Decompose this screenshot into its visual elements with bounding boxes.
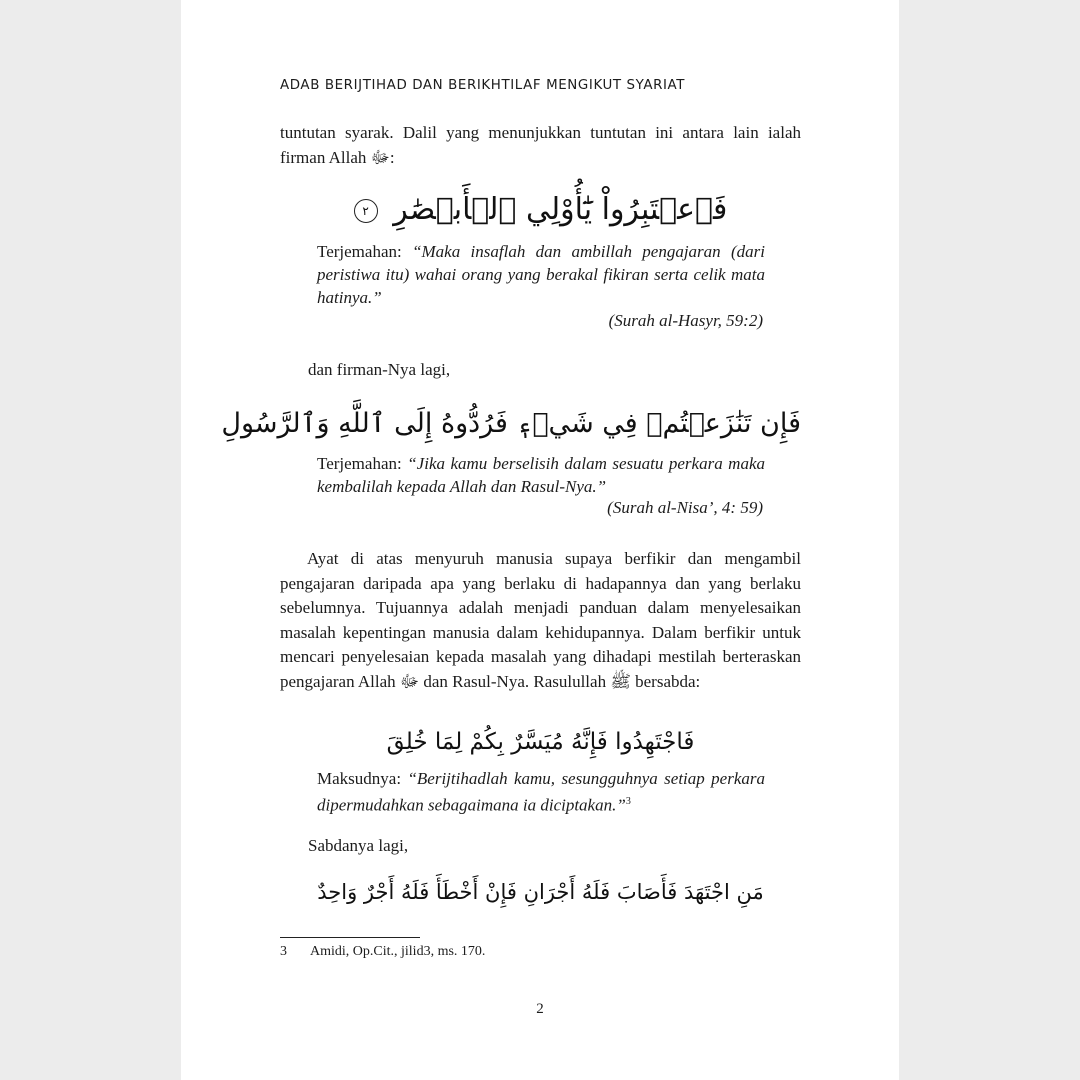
verse-2-reference: (Surah al-Nisa’, 4: 59) — [607, 498, 763, 517]
verse-1-arabic-text: فَٱعۡتَبِرُواْ يَٰٓأُوْلِي ٱلۡأَبۡصَٰرِ — [393, 192, 728, 227]
verse-1-reference: (Surah al-Hasyr, 59:2) — [608, 311, 763, 330]
verse-2-arabic: فَإِن تَنَٰزَعۡتُمۡ فِي شَيۡءٖ فَرُدُّوهُ إِلَى ٱللَّهِ وَٱلرَّسُولِ — [221, 408, 801, 439]
hadith-1-arabic: فَاجْتَهِدُوا فَإِنَّهُ مُيَسَّرٌ بِكُمْ لِمَا خُلِقَ — [386, 729, 695, 755]
translation-label: Terjemahan: — [317, 242, 402, 261]
translation-label: Maksudnya: — [317, 769, 402, 788]
ayah-number-marker: ٢ — [354, 199, 378, 223]
footnote-divider — [280, 937, 420, 938]
footnote-marker[interactable]: 3 — [625, 796, 631, 807]
footnote-number: 3 — [280, 944, 287, 959]
body-paragraph: Ayat di atas menyuruh manusia supaya berfikir dan mengambil pengajaran daripada apa yang berlaku di hadapannya dan yang berlaku sebelumnya. Tujuannya adalah menjadi panduan dalam menyelesaikan masalah kepentingan manusia dalam kehidupannya. Dalam berfikir untuk mencari penyelesaian kepada masalah yang dihadapi mestilah berteraskan pengajaran Allah ﷻ dan Rasul-Nya. Rasulullah ﷺ bersabda: — [280, 549, 801, 691]
verse-2-translation — [317, 452, 765, 498]
translation-text: “Jika kamu berselisih dalam sesuatu perkara maka kembalilah kepada Allah dan Rasul-Nya.” — [317, 454, 766, 496]
verse-1-translation — [317, 240, 765, 309]
running-header: ADAB BERIJTIHAD DAN BERIKHTILAF MENGIKUT SYARIAT — [280, 78, 686, 93]
footnote — [280, 944, 485, 960]
footnote-text: Amidi, Op.Cit., jilid3, ms. 170. — [310, 944, 486, 959]
connector-text-1: dan firman-Nya lagi, — [308, 360, 451, 379]
verse-1-arabic — [280, 188, 801, 232]
translation-label: Terjemahan: — [317, 454, 402, 473]
page-number: 2 — [536, 1001, 544, 1017]
hadith-2-arabic: مَنِ اجْتَهَدَ فَأَصَابَ فَلَهُ أَجْرَانِ فَإِنْ أَخْطَأَ فَلَهُ أَجْرٌ وَاحِدٌ — [317, 880, 764, 904]
intro-paragraph: tuntutan syarak. Dalil yang menunjukkan tuntutan ini antara lain ialah firman Allah ﷻ: — [280, 123, 801, 167]
translation-text: “Maka insaflah dan ambillah pengajaran (dari peristiwa itu) wahai orang yang berakal fikiran serta celik mata hatinya.” — [317, 242, 766, 307]
translation-text: “Berijtihadlah kamu, sesungguhnya setiap perkara dipermudahkan sebagaimana ia diciptakan.” — [317, 769, 765, 815]
connector-text-2: Sabdanya lagi, — [308, 836, 409, 855]
book-page — [181, 0, 899, 1080]
hadith-1-translation — [317, 767, 765, 817]
